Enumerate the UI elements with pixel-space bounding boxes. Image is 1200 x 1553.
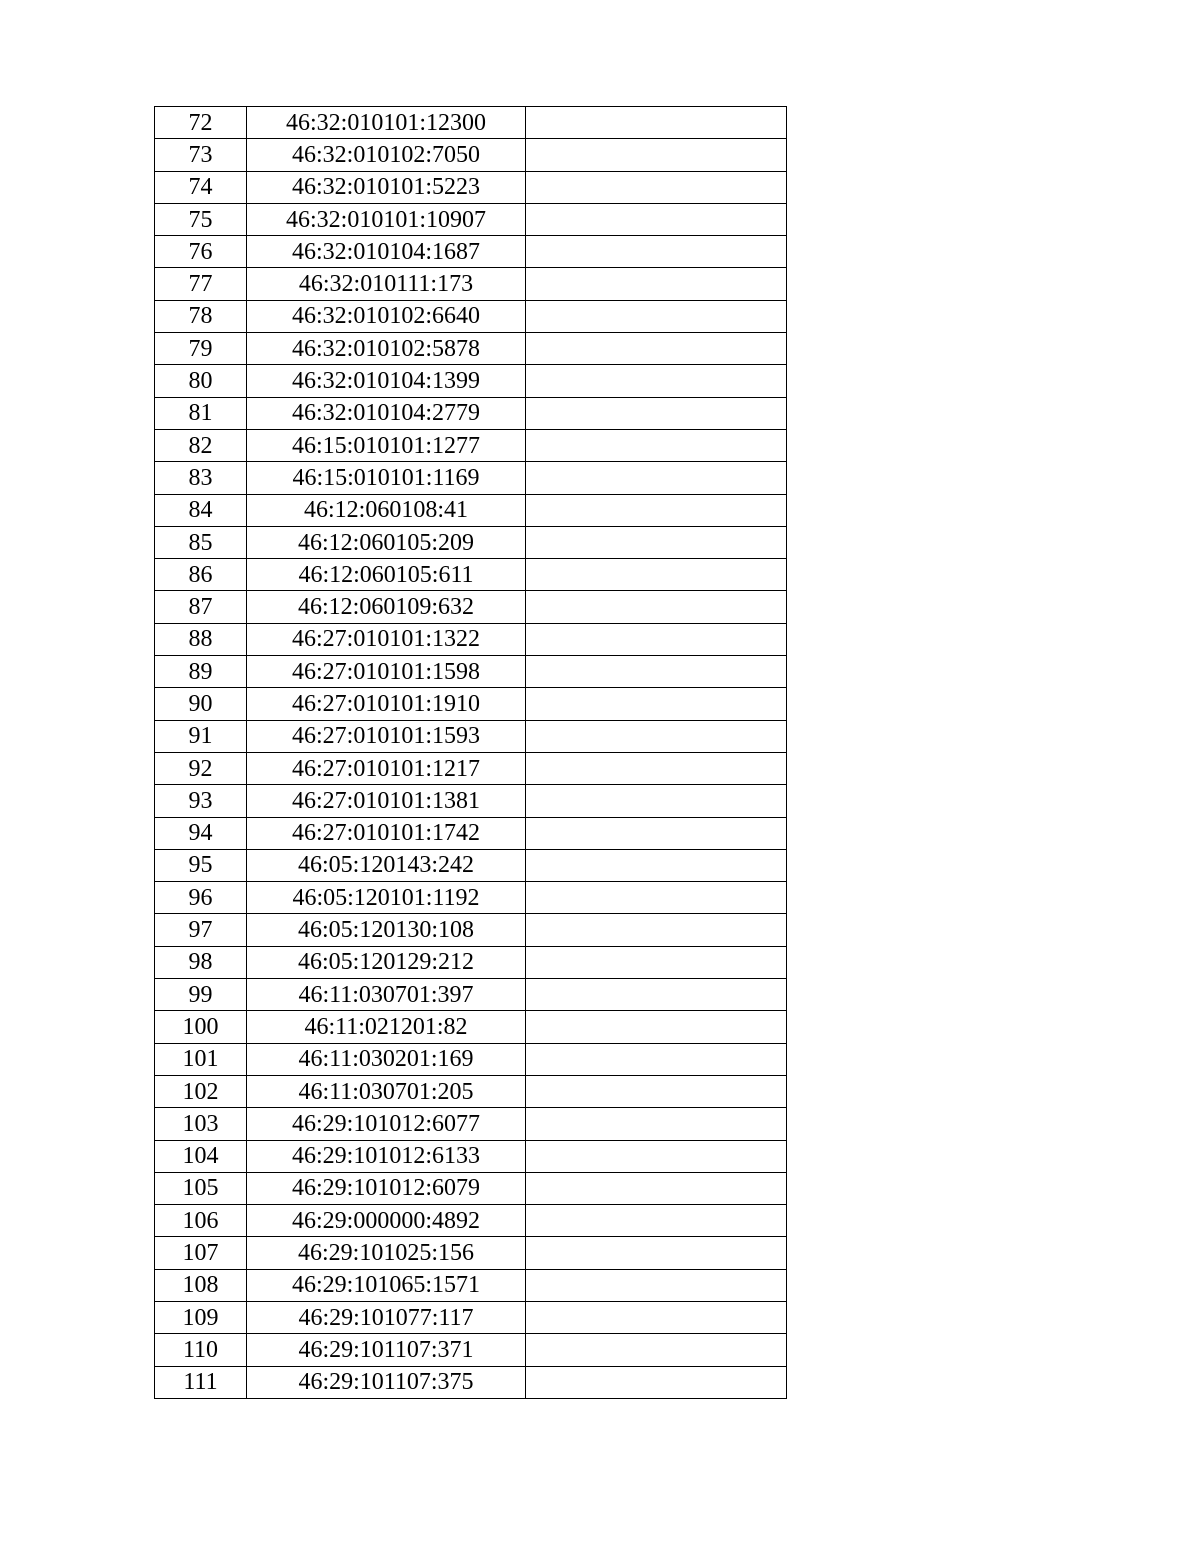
row-number-cell: 105 xyxy=(155,1172,247,1204)
cadastral-number-cell: 46:05:120130:108 xyxy=(247,914,526,946)
empty-note-cell xyxy=(526,1075,787,1107)
cadastral-number-cell: 46:32:010102:5878 xyxy=(247,333,526,365)
table-row xyxy=(155,1043,787,1075)
table-row xyxy=(155,752,787,784)
table-row xyxy=(155,849,787,881)
cadastral-number-cell: 46:32:010101:10907 xyxy=(247,203,526,235)
row-number-cell: 106 xyxy=(155,1205,247,1237)
empty-note-cell xyxy=(526,1205,787,1237)
empty-note-cell xyxy=(526,1108,787,1140)
empty-note-cell xyxy=(526,139,787,171)
cadastral-number-cell: 46:29:101012:6079 xyxy=(247,1172,526,1204)
table-row xyxy=(155,720,787,752)
row-number-cell: 82 xyxy=(155,429,247,461)
empty-note-cell xyxy=(526,1301,787,1333)
cadastral-number-cell: 46:11:030201:169 xyxy=(247,1043,526,1075)
table-row xyxy=(155,1301,787,1333)
row-number-cell: 86 xyxy=(155,559,247,591)
table-row xyxy=(155,1140,787,1172)
row-number-cell: 109 xyxy=(155,1301,247,1333)
row-number-cell: 84 xyxy=(155,494,247,526)
empty-note-cell xyxy=(526,591,787,623)
empty-note-cell xyxy=(526,171,787,203)
table-row xyxy=(155,914,787,946)
empty-note-cell xyxy=(526,752,787,784)
table-row xyxy=(155,1237,787,1269)
row-number-cell: 108 xyxy=(155,1269,247,1301)
row-number-cell: 75 xyxy=(155,203,247,235)
empty-note-cell xyxy=(526,1172,787,1204)
table-row xyxy=(155,203,787,235)
cadastral-number-cell: 46:27:010101:1598 xyxy=(247,656,526,688)
empty-note-cell xyxy=(526,785,787,817)
cadastral-number-cell: 46:29:101025:156 xyxy=(247,1237,526,1269)
empty-note-cell xyxy=(526,914,787,946)
table-row xyxy=(155,300,787,332)
cadastral-number-cell: 46:05:120143:242 xyxy=(247,849,526,881)
empty-note-cell xyxy=(526,1269,787,1301)
empty-note-cell xyxy=(526,656,787,688)
cadastral-number-cell: 46:11:030701:205 xyxy=(247,1075,526,1107)
cadastral-number-cell: 46:32:010111:173 xyxy=(247,268,526,300)
table-row xyxy=(155,462,787,494)
row-number-cell: 97 xyxy=(155,914,247,946)
cadastral-number-cell: 46:32:010102:6640 xyxy=(247,300,526,332)
empty-note-cell xyxy=(526,623,787,655)
cadastral-number-cell: 46:12:060105:611 xyxy=(247,559,526,591)
cadastral-number-cell: 46:32:010104:1687 xyxy=(247,236,526,268)
cadastral-table xyxy=(154,106,787,1399)
table-row xyxy=(155,1269,787,1301)
empty-note-cell xyxy=(526,236,787,268)
table-row xyxy=(155,1075,787,1107)
cadastral-number-cell: 46:27:010101:1910 xyxy=(247,688,526,720)
cadastral-number-cell: 46:29:101012:6133 xyxy=(247,1140,526,1172)
empty-note-cell xyxy=(526,1140,787,1172)
table-row xyxy=(155,1011,787,1043)
empty-note-cell xyxy=(526,946,787,978)
row-number-cell: 100 xyxy=(155,1011,247,1043)
table-row xyxy=(155,979,787,1011)
table-row xyxy=(155,171,787,203)
empty-note-cell xyxy=(526,1334,787,1366)
cadastral-number-cell: 46:29:101107:375 xyxy=(247,1366,526,1398)
row-number-cell: 76 xyxy=(155,236,247,268)
table-row xyxy=(155,817,787,849)
row-number-cell: 79 xyxy=(155,333,247,365)
cadastral-number-cell: 46:29:101012:6077 xyxy=(247,1108,526,1140)
table-row xyxy=(155,785,787,817)
table-row xyxy=(155,107,787,139)
table-row xyxy=(155,365,787,397)
cadastral-number-cell: 46:27:010101:1742 xyxy=(247,817,526,849)
table-row xyxy=(155,946,787,978)
row-number-cell: 93 xyxy=(155,785,247,817)
empty-note-cell xyxy=(526,333,787,365)
row-number-cell: 104 xyxy=(155,1140,247,1172)
empty-note-cell xyxy=(526,1237,787,1269)
row-number-cell: 99 xyxy=(155,979,247,1011)
empty-note-cell xyxy=(526,107,787,139)
empty-note-cell xyxy=(526,688,787,720)
empty-note-cell xyxy=(526,979,787,1011)
cadastral-number-cell: 46:11:030701:397 xyxy=(247,979,526,1011)
table-row xyxy=(155,623,787,655)
cadastral-number-cell: 46:27:010101:1322 xyxy=(247,623,526,655)
row-number-cell: 74 xyxy=(155,171,247,203)
table-row xyxy=(155,1108,787,1140)
cadastral-number-cell: 46:32:010102:7050 xyxy=(247,139,526,171)
row-number-cell: 101 xyxy=(155,1043,247,1075)
cadastral-number-cell: 46:05:120129:212 xyxy=(247,946,526,978)
row-number-cell: 78 xyxy=(155,300,247,332)
cadastral-number-cell: 46:27:010101:1381 xyxy=(247,785,526,817)
cadastral-number-cell: 46:27:010101:1217 xyxy=(247,752,526,784)
row-number-cell: 94 xyxy=(155,817,247,849)
cadastral-number-cell: 46:11:021201:82 xyxy=(247,1011,526,1043)
row-number-cell: 87 xyxy=(155,591,247,623)
table-row xyxy=(155,526,787,558)
cadastral-number-cell: 46:29:101077:117 xyxy=(247,1301,526,1333)
cadastral-number-cell: 46:12:060105:209 xyxy=(247,526,526,558)
row-number-cell: 81 xyxy=(155,397,247,429)
table-body xyxy=(155,107,787,1399)
empty-note-cell xyxy=(526,849,787,881)
empty-note-cell xyxy=(526,1011,787,1043)
row-number-cell: 95 xyxy=(155,849,247,881)
cadastral-number-cell: 46:12:060109:632 xyxy=(247,591,526,623)
cadastral-number-cell: 46:32:010104:1399 xyxy=(247,365,526,397)
empty-note-cell xyxy=(526,429,787,461)
cadastral-number-cell: 46:32:010101:12300 xyxy=(247,107,526,139)
cadastral-number-cell: 46:32:010104:2779 xyxy=(247,397,526,429)
table-row xyxy=(155,429,787,461)
empty-note-cell xyxy=(526,720,787,752)
cadastral-number-cell: 46:29:101107:371 xyxy=(247,1334,526,1366)
table-row xyxy=(155,1205,787,1237)
table-row xyxy=(155,1334,787,1366)
empty-note-cell xyxy=(526,300,787,332)
row-number-cell: 110 xyxy=(155,1334,247,1366)
table-row xyxy=(155,139,787,171)
row-number-cell: 77 xyxy=(155,268,247,300)
table-row xyxy=(155,397,787,429)
empty-note-cell xyxy=(526,882,787,914)
row-number-cell: 89 xyxy=(155,656,247,688)
row-number-cell: 103 xyxy=(155,1108,247,1140)
empty-note-cell xyxy=(526,817,787,849)
table-row xyxy=(155,1172,787,1204)
row-number-cell: 92 xyxy=(155,752,247,784)
cadastral-number-cell: 46:12:060108:41 xyxy=(247,494,526,526)
row-number-cell: 102 xyxy=(155,1075,247,1107)
empty-note-cell xyxy=(526,1043,787,1075)
empty-note-cell xyxy=(526,559,787,591)
empty-note-cell xyxy=(526,397,787,429)
cadastral-number-cell: 46:29:000000:4892 xyxy=(247,1205,526,1237)
row-number-cell: 85 xyxy=(155,526,247,558)
table-row xyxy=(155,591,787,623)
empty-note-cell xyxy=(526,203,787,235)
row-number-cell: 88 xyxy=(155,623,247,655)
empty-note-cell xyxy=(526,494,787,526)
table-row xyxy=(155,268,787,300)
cadastral-number-cell: 46:27:010101:1593 xyxy=(247,720,526,752)
cadastral-number-cell: 46:15:010101:1169 xyxy=(247,462,526,494)
row-number-cell: 96 xyxy=(155,882,247,914)
row-number-cell: 72 xyxy=(155,107,247,139)
cadastral-number-cell: 46:29:101065:1571 xyxy=(247,1269,526,1301)
table-row xyxy=(155,656,787,688)
row-number-cell: 90 xyxy=(155,688,247,720)
table-row xyxy=(155,494,787,526)
table-row xyxy=(155,236,787,268)
row-number-cell: 111 xyxy=(155,1366,247,1398)
cadastral-number-cell: 46:05:120101:1192 xyxy=(247,882,526,914)
table-row xyxy=(155,688,787,720)
empty-note-cell xyxy=(526,365,787,397)
table-row xyxy=(155,882,787,914)
row-number-cell: 91 xyxy=(155,720,247,752)
table-row xyxy=(155,559,787,591)
row-number-cell: 98 xyxy=(155,946,247,978)
row-number-cell: 83 xyxy=(155,462,247,494)
table-row xyxy=(155,333,787,365)
empty-note-cell xyxy=(526,526,787,558)
cadastral-number-cell: 46:15:010101:1277 xyxy=(247,429,526,461)
empty-note-cell xyxy=(526,1366,787,1398)
row-number-cell: 73 xyxy=(155,139,247,171)
row-number-cell: 107 xyxy=(155,1237,247,1269)
empty-note-cell xyxy=(526,268,787,300)
table-row xyxy=(155,1366,787,1398)
row-number-cell: 80 xyxy=(155,365,247,397)
cadastral-number-cell: 46:32:010101:5223 xyxy=(247,171,526,203)
empty-note-cell xyxy=(526,462,787,494)
